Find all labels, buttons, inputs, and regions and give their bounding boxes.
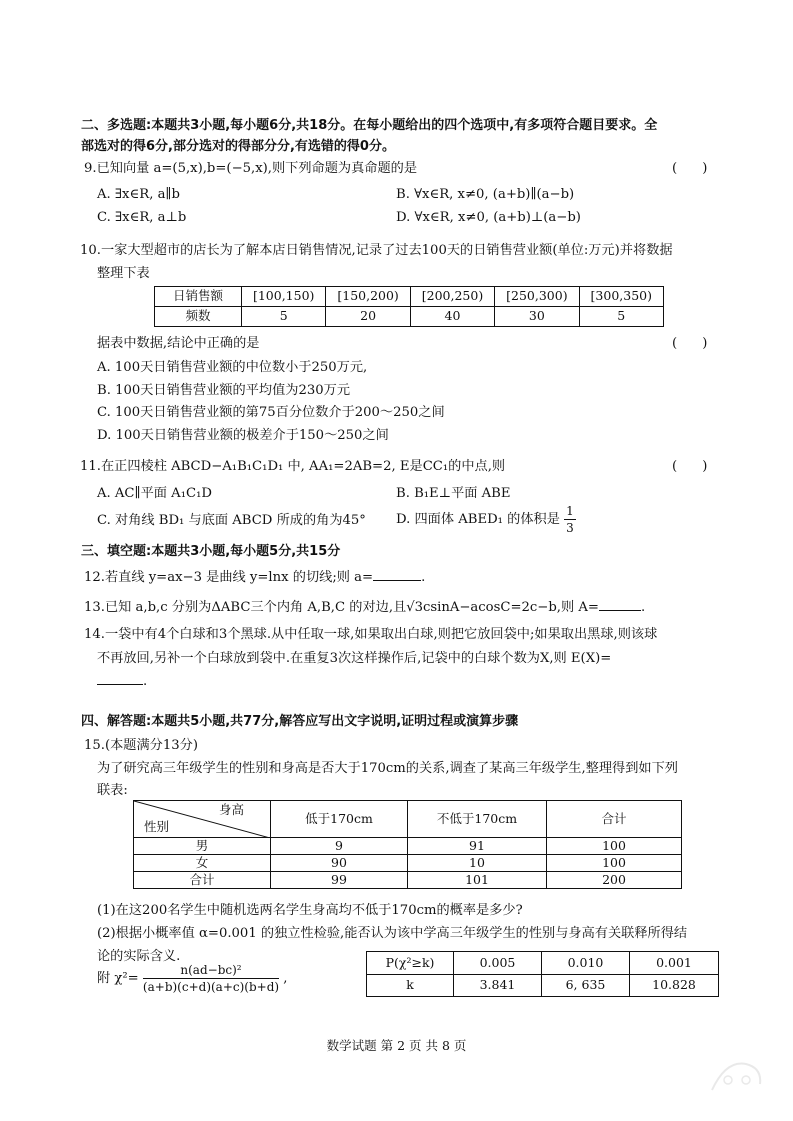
- q9-option-b: B. ∀x∈R, x≠0, (a+b)∥(a−b): [396, 187, 575, 202]
- table-row: [134, 838, 682, 855]
- corner-label-height: 身高: [218, 802, 244, 817]
- q9-option-c: C. ∃x∈R, a⊥b: [97, 210, 187, 225]
- q13-answer-blank[interactable]: [599, 598, 641, 611]
- watermark-logo: [706, 1050, 768, 1098]
- sales-frequency-table: [154, 286, 664, 327]
- q13-text: 13.已知 a,b,c 分别为ΔABC三个内角 A,B,C 的对边,且√3csinA−acosC=2c−b,则 A=: [84, 600, 599, 615]
- q12-answer-blank[interactable]: [373, 568, 421, 581]
- formula-numerator: n(ad−bc)²: [143, 964, 279, 979]
- table-header: 不低于170cm: [408, 801, 547, 838]
- table-cell: k: [367, 975, 454, 997]
- q14-stem-line2: 不再放回,另补一个白球放到袋中.在重复3次这样操作后,记袋中的白球个数为X,则 E(X)=: [97, 651, 612, 666]
- q14-answer-line: [97, 672, 147, 688]
- formula-prefix: 附 χ²=: [97, 971, 139, 986]
- section3-heading: 三、填空题:本题共3小题,每小题5分,共15分: [81, 544, 341, 559]
- table-cell: 3.841: [454, 975, 542, 997]
- q11-stem: 11.在正四棱柱 ABCD−A₁B₁C₁D₁ 中, AA₁=2AB=2, E是CC₁的中点,则: [80, 459, 506, 474]
- table-row-label: 女: [134, 855, 271, 872]
- q10-answer-paren: ( ): [672, 336, 708, 351]
- q14-stem-line1: 14.一袋中有4个白球和3个黑球.从中任取一球,如果取出白球,则把它放回袋中;如果取出黑球,则该球: [84, 627, 658, 642]
- table-cell: 0.005: [454, 952, 542, 975]
- table-cell: 100: [547, 838, 682, 855]
- corner-label-gender: 性别: [144, 818, 170, 834]
- table-row-label: 日销售额: [155, 287, 242, 307]
- table-header: 合计: [547, 801, 682, 838]
- q15-intro-line2: 联表:: [97, 783, 128, 798]
- table-cell: 100: [547, 855, 682, 872]
- formula-suffix: ,: [283, 971, 288, 986]
- table-cell: 91: [408, 838, 547, 855]
- q14-answer-blank[interactable]: [97, 672, 143, 685]
- table-cell: 200: [547, 872, 682, 889]
- q9-option-a: A. ∃x∈R, a∥b: [97, 187, 180, 202]
- table-cell: [100,150): [242, 287, 326, 307]
- table-corner-cell: [134, 801, 271, 838]
- table-cell: 5: [579, 307, 663, 327]
- table-cell: [300,350): [579, 287, 663, 307]
- q15-part2-line1: (2)根据小概率值 α=0.001 的独立性检验,能否认为该中学高三年级学生的性别与身高有关联释所得结: [97, 926, 688, 941]
- q10-stem-line3: 据表中数据,结论中正确的是: [97, 336, 260, 351]
- q10-stem-line1: 10.一家大型超市的店长为了解本店日销售情况,记录了过去100天的日销售营业额(单位:万元)并将数据: [80, 243, 673, 258]
- q9-answer-paren: ( ): [672, 161, 708, 176]
- critical-value-table: [366, 951, 719, 997]
- section2-heading-line2: 部选对的得6分,部分选对的得部分分,有选错的得0分。: [81, 139, 395, 154]
- q15-title: 15.(本题满分13分): [84, 738, 198, 753]
- q9-stem: 9.已知向量 a=(5,x),b=(−5,x),则下列命题为真命题的是: [84, 161, 418, 176]
- table-cell: P(χ²≥k): [367, 952, 454, 975]
- q11-option-d-text: D. 四面体 ABED₁ 的体积是: [396, 512, 560, 527]
- table-cell: 6, 635: [542, 975, 630, 997]
- table-cell: [150,200): [326, 287, 410, 307]
- table-row-label: 频数: [155, 307, 242, 327]
- q10-option-b: B. 100天日销售营业额的平均值为230万元: [97, 383, 351, 398]
- q15-part1: (1)在这200名学生中随机选两名学生身高均不低于170cm的概率是多少?: [97, 903, 523, 918]
- q9-option-d: D. ∀x∈R, x≠0, (a+b)⊥(a−b): [396, 210, 581, 225]
- q11-option-a: A. AC∥平面 A₁C₁D: [97, 486, 212, 501]
- formula-denominator: (a+b)(c+d)(a+c)(b+d): [142, 980, 280, 994]
- table-cell: 5: [242, 307, 326, 327]
- table-cell: 20: [326, 307, 410, 327]
- fraction-numerator: 1: [566, 504, 574, 518]
- q10-option-a: A. 100天日销售营业额的中位数小于250万元,: [97, 360, 368, 375]
- table-cell: 30: [495, 307, 579, 327]
- table-row: [367, 975, 719, 997]
- contingency-table: [133, 800, 682, 889]
- q11-option-c: C. 对角线 BD₁ 与底面 ABCD 所成的角为45°: [97, 513, 366, 528]
- one-third-fraction: [564, 505, 576, 534]
- table-cell: 0.010: [542, 952, 630, 975]
- chi-square-formula: [97, 964, 287, 993]
- table-cell: 10.828: [630, 975, 719, 997]
- table-header: 低于170cm: [271, 801, 408, 838]
- q13-end: .: [640, 600, 646, 615]
- table-row-label: 男: [134, 838, 271, 855]
- table-cell: [250,300): [495, 287, 579, 307]
- q10-option-c: C. 100天日销售营业额的第75百分位数介于200～250之间: [97, 405, 445, 420]
- q10-option-d: D. 100天日销售营业额的极差介于150～250之间: [97, 428, 389, 443]
- q12-stem: [84, 568, 425, 584]
- table-cell: 40: [410, 307, 494, 327]
- table-cell: [200,250): [410, 287, 494, 307]
- q11-answer-paren: ( ): [672, 459, 708, 474]
- table-cell: 9: [271, 838, 408, 855]
- q12-text: 12.若直线 y=ax−3 是曲线 y=lnx 的切线;则 a=: [84, 570, 374, 585]
- q14-end: .: [143, 674, 148, 689]
- table-cell: 0.001: [630, 952, 719, 975]
- table-row: [134, 872, 682, 889]
- fraction-denominator: 3: [566, 521, 574, 535]
- table-row: [367, 952, 719, 975]
- formula-fraction: [143, 964, 279, 993]
- table-row: [134, 855, 682, 872]
- q13-stem: [84, 598, 645, 614]
- q10-stem-line2: 整理下表: [97, 266, 150, 281]
- section2-heading: 二、多选题:本题共3小题,每小题6分,共18分。在每小题给出的四个选项中,有多项符合题目要求。全: [81, 118, 658, 133]
- q11-option-b: B. B₁E⊥平面 ABE: [396, 486, 511, 501]
- q12-end: .: [421, 570, 426, 585]
- q15-intro-line1: 为了研究高三年级学生的性别和身高是否大于170cm的关系,调查了某高三年级学生,整理得到如下列: [97, 761, 678, 776]
- table-cell: 101: [408, 872, 547, 889]
- q11-option-d: [396, 505, 576, 534]
- table-row-label: 合计: [134, 872, 271, 889]
- table-cell: 90: [271, 855, 408, 872]
- table-cell: 10: [408, 855, 547, 872]
- q15-part2-line2: 论的实际含义.: [97, 949, 181, 964]
- page-footer: 数学试题 第 2 页 共 8 页: [326, 1038, 467, 1053]
- table-cell: 99: [271, 872, 408, 889]
- section4-heading: 四、解答题:本题共5小题,共77分,解答应写出文字说明,证明过程或演算步骤: [81, 714, 519, 729]
